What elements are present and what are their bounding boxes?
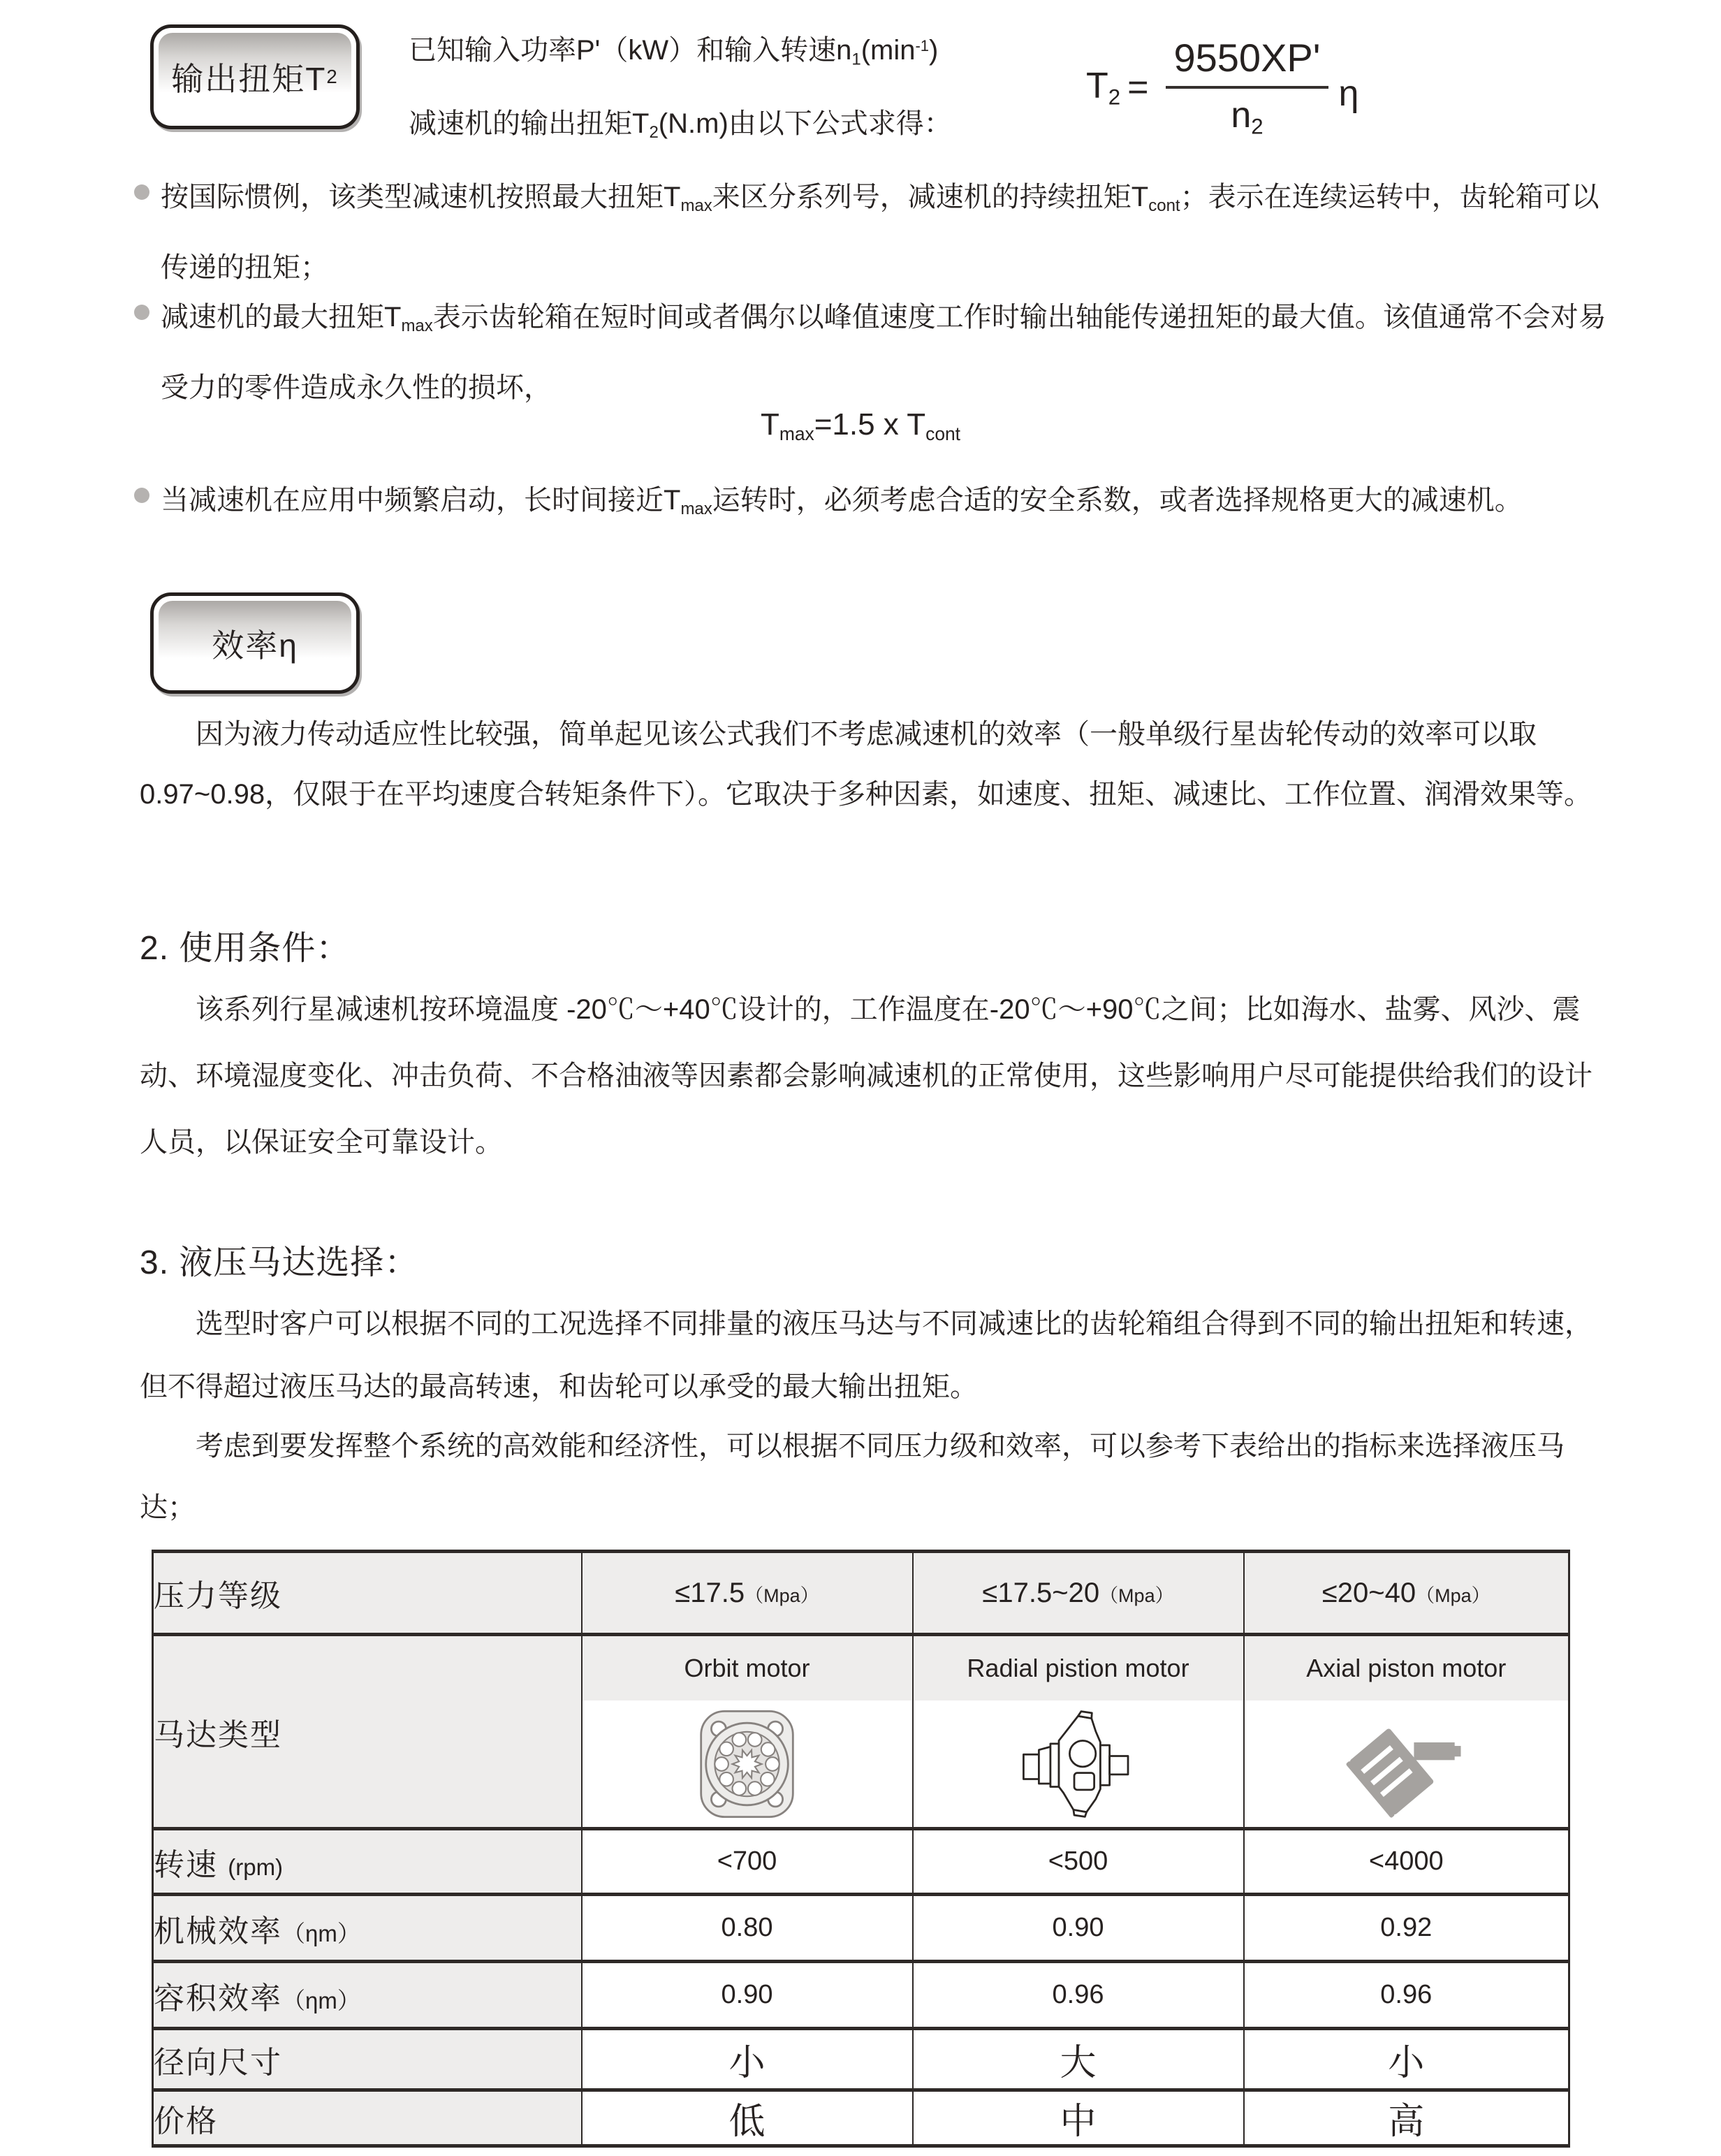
usage-paragraph: 该系列行星减速机按环境温度 -20℃～+40℃设计的，工作温度在-20℃～+90℃之间；比如海水、盐雾、风沙、震动、环境湿度变化、冲击负荷、不合格油液等因素都会影响减速机的正常使用，这些影响用户尽可能提供给我们的设计人员，以保证安全可靠设计。 [140, 994, 1592, 1158]
intro-text [409, 14, 952, 165]
motor-type-label: 马达类型 [153, 1635, 582, 1829]
intro-line-2: 减速机的输出扭矩T2(N.m)由以下公式求得： [409, 108, 952, 143]
intro-line-1: 已知输入功率P'（kW）和输入转速$n1(\min^{-1})$ [409, 35, 939, 69]
speed-value-1: <700 [582, 1829, 913, 1895]
volumetric-efficiency-row [153, 1962, 1569, 2029]
pressure-col-2: ≤17.5~20（Mpa） [913, 1552, 1244, 1635]
output-torque-badge-label [159, 33, 351, 121]
radial-size-label: 径向尺寸 [153, 2029, 582, 2090]
speed-value-2: <500 [913, 1829, 1244, 1895]
mech-eff-value-1: 0.80 [582, 1895, 913, 1962]
pressure-level-row [153, 1552, 1569, 1635]
bullet-dot-icon [134, 305, 149, 320]
formula-lhs: T2 [1086, 65, 1121, 110]
radial-size-row [153, 2029, 1569, 2090]
orbit-motor-cell [582, 1635, 913, 1829]
bullet-dot-icon [134, 184, 149, 200]
output-torque-badge [150, 24, 360, 129]
formula-fraction [1166, 35, 1329, 139]
orbit-motor-image [583, 1700, 912, 1827]
formula-numerator: 9550XP' [1166, 35, 1329, 89]
efficiency-paragraph: 因为液力传动适应性比较强，简单起见该公式我们不考虑减速机的效率（一般单级行星齿轮传动的效率可以取0.97~0.98，仅限于在平均速度合转矩条件下）。它取决于多种因素，如速度、扭矩、减速比、工作位置、润滑效果等。 [140, 719, 1592, 810]
radial-piston-motor-cell [913, 1635, 1244, 1829]
tmax-formula: Tmax=1.5 x Tcont [760, 407, 961, 444]
formula-equals: = [1127, 67, 1149, 108]
speed-row [153, 1829, 1569, 1895]
radial-size-value-2: 大 [913, 2029, 1244, 2090]
radial-piston-motor-image [914, 1700, 1243, 1827]
efficiency-badge-label: 效率η [159, 601, 351, 685]
axial-piston-motor-name: Axial piston motor [1245, 1636, 1569, 1700]
badge-sub: 2 [326, 66, 339, 87]
badge-text: 输出扭矩T [171, 61, 327, 97]
bullet-dot-icon [134, 488, 149, 503]
mechanical-efficiency-row [153, 1895, 1569, 1962]
motor-selection-paragraph-2: 考虑到要发挥整个系统的高效能和经济性，可以根据不同压力级和效率，可以参考下表给出的指标来选择液压马达； [140, 1431, 1565, 1523]
formula-eta: η [1338, 73, 1359, 114]
orbit-motor-name: Orbit motor [583, 1636, 912, 1700]
torque-formula [1086, 36, 1359, 139]
vol-eff-value-2: 0.96 [913, 1962, 1244, 2029]
section-heading-motor-selection: 3. 液压马达选择： [140, 1244, 419, 1281]
pressure-col-3: ≤20~40（Mpa） [1244, 1552, 1569, 1635]
mechanical-efficiency-label: 机械效率（ηm） [153, 1895, 582, 1962]
radial-piston-motor-name: Radial pistion motor [914, 1636, 1243, 1700]
speed-label: 转速 (rpm) [153, 1829, 582, 1895]
price-value-3: 高 [1244, 2090, 1569, 2146]
section-heading-usage: 2. 使用条件： [140, 930, 351, 967]
motor-selection-paragraph-1: 选型时客户可以根据不同的工况选择不同排量的液压马达与不同减速比的齿轮箱组合得到不同的输出扭矩和转速，但不得超过液压马达的最高转速，和齿轮可以承受的最大输出扭矩。 [140, 1309, 1592, 1402]
radial-piston-motor-icon [1020, 1708, 1136, 1820]
mech-eff-value-3: 0.92 [1244, 1895, 1569, 1962]
orbit-motor-icon [686, 1705, 808, 1823]
pressure-label: 压力等级 [153, 1552, 582, 1635]
price-row [153, 2090, 1569, 2146]
axial-piston-motor-cell [1244, 1635, 1569, 1829]
radial-size-value-1: 小 [582, 2029, 913, 2090]
axial-piston-motor-image [1245, 1700, 1569, 1827]
radial-size-value-3: 小 [1244, 2029, 1569, 2090]
efficiency-badge [150, 592, 360, 694]
motor-table [152, 1550, 1570, 2148]
bullet-item-series: 按国际惯例，该类型减速机按照最大扭矩Tmax来区分系列号，减速机的持续扭矩Tcont；表示在连续运转中，齿轮箱可以传递的扭矩； [134, 166, 1618, 298]
bullet-item-max-torque: 减速机的最大扭矩Tmax表示齿轮箱在短时间或者偶尔以峰值速度工作时输出轴能传递扭矩的最大值。该值通常不会对易受力的零件造成永久性的损坏， [134, 286, 1618, 418]
motor-type-row [153, 1635, 1569, 1829]
speed-value-3: <4000 [1244, 1829, 1569, 1895]
pressure-col-1: ≤17.5（Mpa） [582, 1552, 913, 1635]
price-value-2: 中 [913, 2090, 1244, 2146]
volumetric-efficiency-label: 容积效率（ηm） [153, 1962, 582, 2029]
bullet-item-safety: 当减速机在应用中频繁启动，长时间接近Tmax运转时，必须考虑合适的安全系数，或者选择规格更大的减速机。 [134, 469, 1618, 540]
axial-piston-motor-icon [1340, 1708, 1472, 1820]
formula-denominator: n2 [1231, 95, 1264, 139]
vol-eff-value-1: 0.90 [582, 1962, 913, 2029]
mech-eff-value-2: 0.90 [913, 1895, 1244, 1962]
vol-eff-value-3: 0.96 [1244, 1962, 1569, 2029]
price-value-1: 低 [582, 2090, 913, 2146]
price-label: 价格 [153, 2090, 582, 2146]
